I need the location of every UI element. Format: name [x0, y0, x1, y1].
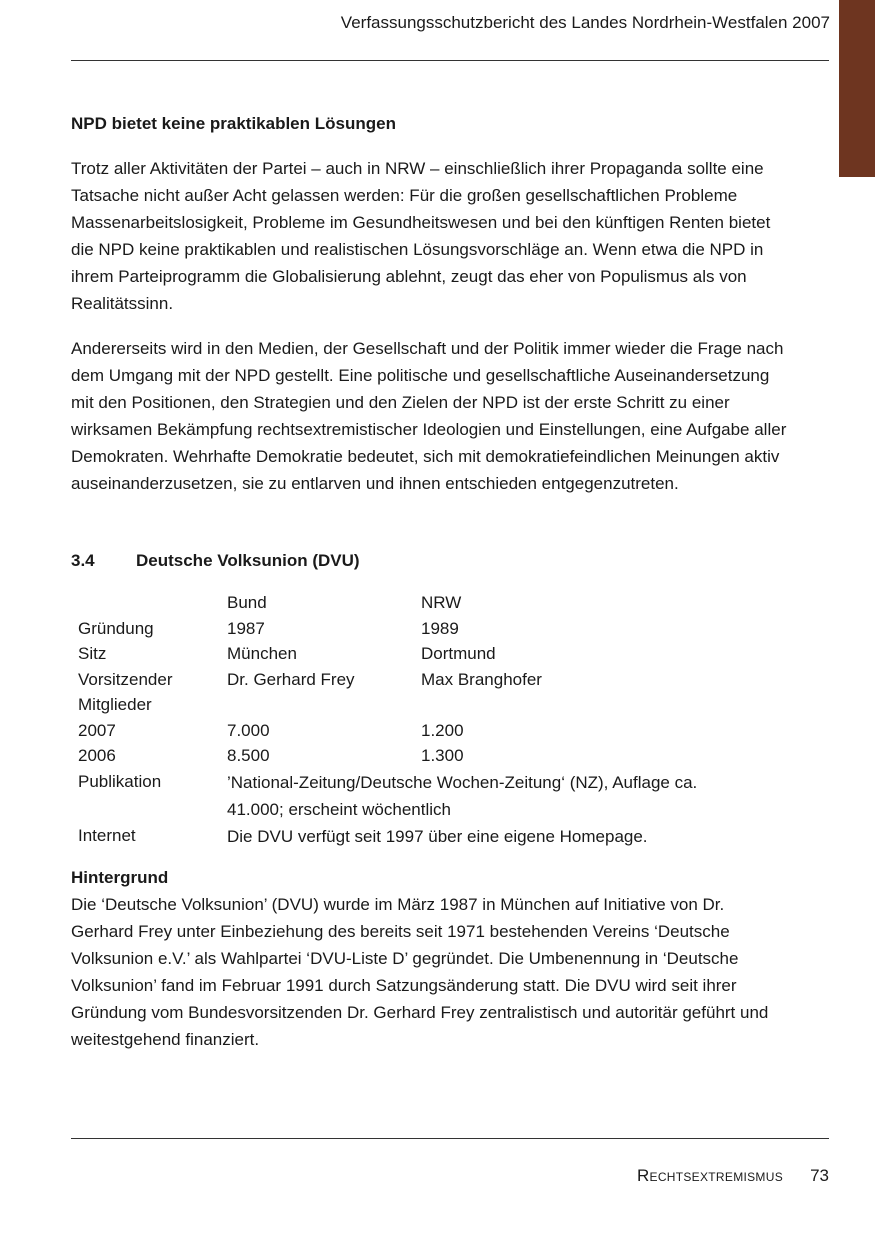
footer-divider	[71, 1138, 829, 1139]
row-bund-value: München	[227, 644, 297, 663]
facts-header-blank	[78, 590, 227, 616]
row-nrw-value: 1989	[421, 618, 459, 638]
row-bund-value: 7.000	[227, 720, 270, 740]
dvu-section-heading	[71, 547, 791, 574]
section-number: 3.4	[71, 551, 95, 570]
footer-chapter-label: Rechtsextremismus	[636, 1166, 783, 1185]
background-paragraph: Die ‘Deutsche Volksunion’ (DVU) wurde im März 1987 in München auf Initiative von Dr. Gerhard Frey unter Einbeziehung des bereits seit 1971 bestehenden Vereins ‘Deutsche Volksunion e.V.’ als Wahlpartei ‘DVU-Liste D’ gegründet. Die Umbenennung in ‘Deutsche Volksunion’ fand im Februar 1991 durch Satzungsänderung statt. Die DVU wird seit ihrer Gründung vom Bundesvorsitzenden Dr. Gerhard Frey zentralistisch und autoritär geführt und weitestgehend finanziert.	[71, 894, 769, 1049]
npd-paragraph-1: Trotz aller Aktivitäten der Partei – auch in NRW – einschließlich ihrer Propaganda sollte eine Tatsache nicht außer Acht gelassen werden: Für die großen gesellschaftlichen Probleme Massenarbeitslosigkeit, Probleme im Gesundheitswesen und bei den künftigen Renten bietet die NPD keine praktikablen und realistischen Lösungsvorschläge an. Wenn etwa die NPD in ihrem Parteiprogramm die Globalisierung ablehnt, zeugt das eher von Populismus als von Realitätssinn.	[71, 159, 771, 313]
column-header-bund: Bund	[227, 593, 267, 612]
row-bund-value	[227, 692, 421, 718]
row-label: 2007	[78, 720, 116, 740]
publikation-label: Publikation	[78, 771, 162, 791]
row-label: Mitglieder	[78, 695, 152, 714]
internet-label: Internet	[78, 825, 136, 845]
facts-row-internet	[78, 823, 791, 850]
header-divider	[71, 60, 829, 61]
internet-value: Die DVU verfügt seit 1997 über eine eigene Homepage.	[227, 826, 648, 846]
row-label: Sitz	[78, 644, 107, 663]
facts-header-row	[78, 590, 791, 616]
facts-row	[78, 692, 791, 718]
row-nrw-value	[421, 692, 621, 718]
row-bund-value: Dr. Gerhard Frey	[227, 669, 355, 689]
section-title: Deutsche Volksunion (DVU)	[136, 551, 360, 570]
facts-row	[78, 641, 791, 667]
facts-row	[78, 616, 791, 642]
page-content	[71, 110, 791, 1053]
facts-row-publikation	[78, 769, 791, 823]
row-nrw-value: 1.300	[421, 746, 464, 765]
row-nrw-value: Dortmund	[421, 644, 496, 663]
facts-row	[78, 667, 791, 693]
running-header: Verfassungsschutzbericht des Landes Nordrhein-Westfalen 2007	[340, 13, 830, 32]
page-number: 73	[810, 1166, 829, 1185]
column-header-nrw: NRW	[421, 593, 462, 612]
facts-row	[78, 718, 791, 744]
row-label: Vorsitzender	[78, 669, 173, 689]
background-heading: Hintergrund	[71, 867, 169, 887]
dvu-facts-table	[78, 590, 791, 850]
row-nrw-value: 1.200	[421, 720, 464, 740]
npd-paragraph-2: Andererseits wird in den Medien, der Gesellschaft und der Politik immer wieder die Frage nach dem Umgang mit der NPD gestellt. Eine politische und gesellschaftliche Auseinandersetzung mit den Positionen, den Strategien und den Zielen der NPD ist der erste Schritt zu einer wirksamen Bekämpfung rechtsextremistischer Ideologien und Einstellungen, eine Aufgabe aller Demokraten. Wehrhafte Demokratie bedeutet, sich mit demokratiefeindlichen Meinungen aktiv auseinanderzusetzen, sie zu entlarven und ihnen entschieden entgegenzutreten.	[71, 339, 787, 493]
row-nrw-value: Max Branghofer	[421, 669, 542, 689]
row-label: Gründung	[78, 618, 154, 638]
chapter-tab-marker	[839, 0, 875, 177]
row-bund-value: 8.500	[227, 746, 270, 765]
row-label: 2006	[78, 746, 116, 765]
publikation-value: ’National-Zeitung/Deutsche Wochen-Zeitung‘ (NZ), Auflage ca. 41.000; erscheint wöchentlich	[227, 772, 698, 819]
npd-heading: NPD bietet keine praktikablen Lösungen	[71, 114, 396, 133]
row-bund-value: 1987	[227, 618, 265, 638]
facts-row	[78, 743, 791, 769]
